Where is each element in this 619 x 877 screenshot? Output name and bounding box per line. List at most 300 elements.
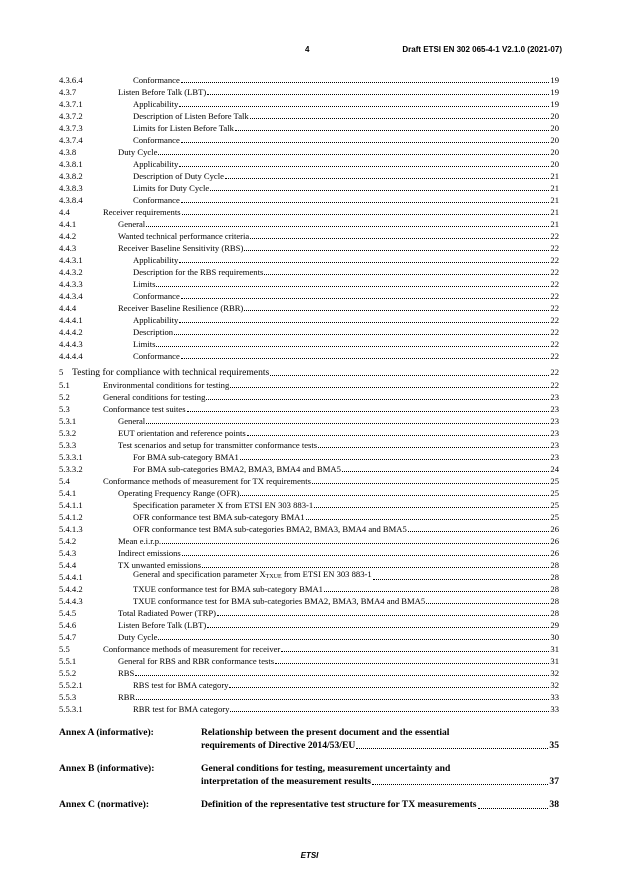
toc-entry-number: 5.4.4.3 (59, 596, 83, 606)
toc-entry-title (118, 655, 274, 667)
toc-entry-title (133, 595, 425, 607)
toc-entry[interactable] (59, 427, 559, 439)
toc-entry[interactable] (59, 338, 559, 350)
dot-leader (306, 519, 550, 520)
toc-entry[interactable] (59, 182, 559, 194)
toc-entry[interactable] (59, 571, 559, 583)
toc-entry[interactable] (59, 391, 559, 403)
toc-entry[interactable] (59, 242, 559, 254)
toc-entry-page: 19 (550, 75, 559, 85)
toc-entry[interactable] (59, 463, 559, 475)
annex-label: Annex A (informative): (59, 727, 154, 738)
toc-entry-title (118, 218, 145, 230)
toc-entry-title (133, 314, 178, 326)
toc-entry-title-text: Mean e.i.r.p. (118, 536, 162, 546)
dot-leader (318, 447, 549, 448)
dot-leader (240, 459, 550, 460)
toc-entry-title-text: Conformance (133, 135, 180, 145)
toc-entry-page: 23 (550, 428, 559, 438)
toc-entry-title (133, 451, 239, 463)
toc-entry-title-text: Limits (133, 279, 156, 289)
dot-leader (181, 82, 550, 83)
toc-entry[interactable] (59, 607, 559, 619)
toc-entry-number: 4.4.3.2 (59, 267, 83, 277)
toc-entry[interactable] (59, 206, 559, 218)
dot-leader (210, 190, 549, 191)
toc-entry-number: 5.4.1.2 (59, 512, 83, 522)
dot-leader (206, 399, 549, 400)
toc-entry-title-text: Conformance test suites (103, 404, 186, 414)
toc-entry[interactable] (59, 194, 559, 206)
toc-entry-number: 4.4.3.1 (59, 255, 83, 265)
toc-entry-page: 22 (550, 327, 559, 337)
toc-entry-page: 23 (550, 404, 559, 414)
dot-leader (162, 543, 549, 544)
toc-entry-number: 5.5.2 (59, 668, 77, 678)
toc-entry-page: 28 (550, 584, 559, 594)
toc-entry-title (118, 146, 157, 158)
dot-leader (174, 334, 549, 335)
toc-entry[interactable] (59, 314, 559, 326)
toc-entry[interactable] (59, 403, 559, 415)
toc-entry-title-text: RBS (118, 668, 135, 678)
dot-leader (342, 471, 549, 472)
toc-entry-title-text: Listen Before Talk (LBT) (118, 620, 207, 630)
toc-entry-title (72, 366, 269, 379)
toc-entry[interactable] (59, 254, 559, 266)
toc-entry-page: 20 (550, 147, 559, 157)
toc-entry-page: 22 (550, 291, 559, 301)
toc-entry[interactable] (59, 278, 559, 290)
toc-entry-page: 23 (550, 392, 559, 402)
toc-entry-title (118, 667, 134, 679)
toc-entry[interactable] (59, 679, 559, 691)
toc-entry[interactable] (59, 302, 559, 314)
toc-entry-title-text: For BMA sub-category BMA1 (133, 452, 239, 462)
toc-entry-title-text: Testing for compliance with technical requirements (72, 367, 270, 378)
toc-entry-page: 21 (550, 195, 559, 205)
toc-entry-title (133, 158, 178, 170)
toc-entry-title-text: Limits for Listen Before Talk (133, 123, 234, 133)
toc-entry-title-text: Conformance methods of measurement for receiver (103, 644, 281, 654)
toc-entry[interactable] (59, 655, 559, 667)
toc-entry-title (133, 98, 178, 110)
dot-leader (373, 579, 550, 580)
toc-entry-page: 32 (550, 668, 559, 678)
toc-entry-number: 5.5.3.1 (59, 704, 83, 714)
toc-entry-title-text: Applicability (133, 99, 179, 109)
toc-entry-number: 5.4.7 (59, 632, 77, 642)
toc-entry-page: 28 (550, 560, 559, 570)
toc-entry-page: 21 (550, 171, 559, 181)
toc-entry-number: 4.4.4.3 (59, 339, 83, 349)
dot-leader (187, 411, 550, 412)
toc-entry-title (133, 110, 249, 122)
toc-entry[interactable] (59, 290, 559, 302)
toc-entry-title-text: General conditions for testing (103, 392, 206, 402)
dot-leader (264, 274, 549, 275)
toc-entry-number: 5.4 (59, 476, 70, 486)
toc-entry-title-text: Listen Before Talk (LBT) (118, 87, 207, 97)
toc-entry-page: 21 (550, 219, 559, 229)
toc-entry-page: 19 (550, 99, 559, 109)
dot-leader (182, 555, 550, 556)
toc-entry[interactable] (59, 703, 559, 715)
toc-entry[interactable] (59, 218, 559, 230)
toc-entry-number: 5.3.2 (59, 428, 77, 438)
dot-leader (179, 262, 549, 263)
toc-entry-number: 5.4.5 (59, 608, 77, 618)
toc-entry-page: 22 (550, 267, 559, 277)
toc-entry-page: 22 (550, 279, 559, 289)
toc-entry-page: 30 (550, 632, 559, 642)
dot-leader (146, 423, 549, 424)
toc-entry-title-text: OFR conformance test BMA sub-categories BMA2, BMA3, BMA4 and BMA5 (133, 524, 407, 534)
annex-title-line (201, 799, 559, 812)
dot-leader (240, 495, 549, 496)
toc-entry[interactable] (59, 667, 559, 679)
toc-entry-page: 25 (550, 500, 559, 510)
toc-entry-subscript: TXUE (265, 574, 282, 580)
toc-entry-title-text: Duty Cycle (118, 147, 158, 157)
toc-entry-number: 5.5.2.1 (59, 680, 83, 690)
toc-entry-page: 23 (550, 452, 559, 462)
toc-entry-number: 5.4.4 (59, 560, 77, 570)
toc-entry-title (118, 242, 243, 254)
toc-entry-number: 5.3.1 (59, 416, 77, 426)
toc-entry-number: 4.3.8.4 (59, 195, 83, 205)
toc-entry[interactable] (59, 266, 559, 278)
document-title: Draft ETSI EN 302 065-4-1 V2.1.0 (2021-07) (402, 45, 562, 54)
toc-entry-title-text: OFR conformance test BMA sub-category BMA1 (133, 512, 305, 522)
toc-entry-title (133, 122, 234, 134)
toc-entry-page: 22 (550, 303, 559, 313)
toc-entry[interactable] (59, 583, 559, 595)
toc-entry-title-text: Receiver requirements (103, 207, 181, 217)
dot-leader (207, 94, 549, 95)
toc-entry-number: 5.3.3 (59, 440, 77, 450)
footer-etsi: ETSI (300, 851, 319, 860)
dot-leader (426, 603, 549, 604)
toc-entry[interactable] (59, 487, 559, 499)
toc-entry[interactable] (59, 643, 559, 655)
dot-leader (181, 142, 550, 143)
toc-entry-number: 4.3.6.4 (59, 75, 83, 85)
annex-entry[interactable] (59, 799, 559, 812)
toc-entry[interactable] (59, 439, 559, 451)
toc-entry[interactable] (59, 535, 559, 547)
dot-leader (156, 346, 549, 347)
toc-entry-title-text: TXUE conformance test for BMA sub-categories BMA2, BMA3, BMA4 and BMA5 (133, 596, 426, 606)
dot-leader (146, 226, 549, 227)
toc-entry-number: 4.3.8.2 (59, 171, 83, 181)
toc-entry-title-text: General for RBS and RBR conformance tests (118, 656, 275, 666)
toc-entry-title-text: Description of Duty Cycle (133, 171, 224, 181)
toc-entry-page: 26 (550, 524, 559, 534)
dot-leader (158, 154, 549, 155)
dot-leader (181, 298, 550, 299)
toc-entry[interactable] (59, 523, 559, 535)
toc-entry-number: 5.4.2 (59, 536, 77, 546)
toc-entry-title-text: Receiver Baseline Sensitivity (RBS) (118, 243, 244, 253)
toc-entry-page: 22 (550, 351, 559, 361)
annex-page: 38 (549, 799, 559, 810)
toc-entry[interactable] (59, 170, 559, 182)
toc-entry[interactable] (59, 134, 559, 146)
toc-entry-title (133, 463, 341, 475)
toc-entry-number: 4.3.7.1 (59, 99, 83, 109)
toc-entry-title (133, 568, 372, 583)
toc-entry-number: 5.5.3 (59, 692, 77, 702)
dot-leader (230, 711, 549, 712)
dot-leader (250, 238, 549, 239)
toc-entry-page: 25 (550, 476, 559, 486)
toc-entry-title-text: Applicability (133, 159, 179, 169)
toc-entry-title (118, 415, 145, 427)
dot-leader (275, 663, 549, 664)
annex-label: Annex C (normative): (59, 799, 150, 810)
dot-leader (179, 106, 549, 107)
dot-leader (244, 250, 549, 251)
toc-entry[interactable] (59, 619, 559, 631)
toc-entry-title (103, 206, 181, 218)
toc-entry[interactable] (59, 110, 559, 122)
annex-title-line (201, 740, 559, 753)
toc-entry-title-text: Applicability (133, 315, 179, 325)
dot-leader (244, 310, 549, 311)
toc-entry-title (133, 290, 180, 302)
dot-leader (181, 202, 550, 203)
toc-entry-title (133, 499, 313, 511)
toc-entry-number: 5.4.1.1 (59, 500, 83, 510)
toc-entry-title (118, 631, 157, 643)
toc-entry[interactable] (59, 595, 559, 607)
toc-entry-number: 4.3.8 (59, 147, 77, 157)
toc-entry-number: 4.3.7.4 (59, 135, 83, 145)
toc-entry-title (133, 350, 180, 362)
annex-title-text: Relationship between the present document and the essential (201, 727, 450, 738)
dot-leader (179, 166, 549, 167)
dot-leader (136, 699, 549, 700)
toc-entry-title-text: Test scenarios and setup for transmitter conformance tests (118, 440, 318, 450)
toc-entry-page: 33 (550, 692, 559, 702)
toc-entry-page: 22 (550, 380, 559, 390)
annex-entry[interactable] (59, 727, 559, 752)
dot-leader (135, 675, 549, 676)
toc-entry-title (118, 302, 243, 314)
toc-entry-title-text: Operating Frequency Range (OFR) (118, 488, 240, 498)
toc-entry-title (133, 74, 180, 86)
toc-entry-title (133, 523, 407, 535)
toc-entry-title (118, 547, 181, 559)
toc-entry-title (118, 86, 206, 98)
toc-entry-number: 5.3.3.1 (59, 452, 83, 462)
toc-entry-title (118, 230, 249, 242)
toc-entry-title (133, 326, 173, 338)
toc-entry-page: 22 (550, 231, 559, 241)
toc-entry[interactable] (59, 74, 559, 86)
toc-entry-number: 4.4.3.4 (59, 291, 83, 301)
table-of-contents (59, 74, 559, 715)
toc-entry-title (103, 643, 280, 655)
toc-entry-title-text: RBR test for BMA category (133, 704, 230, 714)
toc-entry[interactable] (59, 475, 559, 487)
toc-entry-title-text: For BMA sub-categories BMA2, BMA3, BMA4 and BMA5 (133, 464, 341, 474)
toc-entry-number: 5.2 (59, 392, 70, 402)
toc-entry[interactable] (59, 451, 559, 463)
toc-entry-title-text: TX unwanted emissions (118, 560, 202, 570)
dot-leader (181, 358, 550, 359)
dot-leader (207, 627, 549, 628)
toc-entry-title-text: Conformance (133, 195, 180, 205)
toc-entry-title-text: General (118, 416, 146, 426)
toc-entry[interactable] (59, 631, 559, 643)
toc-entry-number: 4.4.4.1 (59, 315, 83, 325)
toc-entry[interactable] (59, 146, 559, 158)
toc-entry-title-text: General (118, 219, 146, 229)
toc-entry[interactable] (59, 350, 559, 362)
toc-entry-title (103, 403, 186, 415)
toc-entry-page: 29 (550, 620, 559, 630)
toc-entry[interactable] (59, 691, 559, 703)
annex-label: Annex B (informative): (59, 763, 155, 774)
toc-entry-page: 31 (550, 656, 559, 666)
toc-entry-page: 20 (550, 111, 559, 121)
toc-entry-number: 4.4.2 (59, 231, 77, 241)
toc-entry[interactable] (59, 86, 559, 98)
toc-entry-title-text: Specification parameter X from ETSI EN 303 883-1 (133, 500, 314, 510)
toc-entry-title (133, 266, 263, 278)
toc-entry-page: 25 (550, 488, 559, 498)
toc-entry-page: 28 (550, 572, 559, 582)
dot-leader (408, 531, 550, 532)
annex-title-text: General conditions for testing, measurement uncertainty and (201, 763, 451, 774)
dot-leader (324, 591, 549, 592)
toc-entry-title (133, 511, 305, 523)
toc-entry-number: 4.4.4 (59, 303, 77, 313)
toc-entry-title-text: RBS test for BMA category (133, 680, 229, 690)
toc-entry-page: 20 (550, 135, 559, 145)
toc-entry-title (118, 439, 317, 451)
toc-entry-page: 24 (550, 464, 559, 474)
toc-entry-number: 4.3.7.2 (59, 111, 83, 121)
toc-entry[interactable] (59, 98, 559, 110)
toc-entry[interactable] (59, 158, 559, 170)
toc-entry-number: 4.4.4.4 (59, 351, 83, 361)
toc-entry-page: 22 (550, 339, 559, 349)
toc-entry[interactable] (59, 415, 559, 427)
toc-entry-page: 22 (550, 255, 559, 265)
toc-entry-number: 4.4.4.2 (59, 327, 83, 337)
toc-entry-title (118, 487, 239, 499)
toc-entry-number: 4.3.8.3 (59, 183, 83, 193)
toc-entry-title-text: EUT orientation and reference points (118, 428, 246, 438)
toc-entry[interactable] (59, 326, 559, 338)
dot-leader (230, 387, 549, 388)
toc-entry-number: 4.3.7 (59, 87, 77, 97)
toc-entry-title-text: Indirect emissions (118, 548, 181, 558)
annex-title-line (201, 727, 559, 740)
toc-entry-number: 5.1 (59, 380, 70, 390)
toc-entry-page: 26 (550, 548, 559, 558)
toc-entry-title-text: Receiver Baseline Resilience (RBR) (118, 303, 244, 313)
dot-leader (182, 214, 550, 215)
annex-title (201, 799, 559, 812)
toc-entry-title (133, 338, 155, 350)
toc-entry-number: 5.4.6 (59, 620, 77, 630)
toc-entry-number: 4.4.3 (59, 243, 77, 253)
toc-entry[interactable] (59, 122, 559, 134)
toc-entry-title-text: Environmental conditions for testing (103, 380, 230, 390)
dot-leader (281, 651, 549, 652)
dot-leader (217, 615, 549, 616)
annex-page: 37 (549, 775, 559, 787)
toc-entry-page: 20 (550, 159, 559, 169)
annex-title (201, 763, 559, 788)
toc-entry-number: 4.3.7.3 (59, 123, 83, 133)
annex-title-text: interpretation of the measurement results (201, 775, 371, 787)
toc-entry-title (133, 679, 228, 691)
annex-title-text: Definition of the representative test structure for TX measurements (201, 799, 477, 810)
toc-entry[interactable] (59, 499, 559, 511)
annex-page: 35 (549, 739, 559, 751)
toc-entry-title-text: Description of Listen Before Talk (133, 111, 249, 121)
dot-leader (158, 639, 549, 640)
dot-leader (247, 435, 550, 436)
toc-entry-page: 23 (550, 416, 559, 426)
dot-leader (372, 784, 548, 785)
toc-entry-number: 5.5.1 (59, 656, 77, 666)
toc-entry-page: 26 (550, 536, 559, 546)
toc-entry-title-suffix: from ETSI EN 303 883-1 (281, 569, 372, 579)
toc-entry-title-text: Description for the RBS requirements (133, 267, 264, 277)
annex-entry[interactable] (59, 763, 559, 788)
toc-entry-title (103, 379, 229, 391)
toc-entry-page: 25 (550, 512, 559, 522)
toc-entry-number: 5.3 (59, 404, 70, 414)
toc-entry-number: 5.4.3 (59, 548, 77, 558)
toc-entry[interactable] (59, 366, 559, 379)
toc-entry-title-text: Limits (133, 339, 156, 349)
dot-leader (270, 375, 549, 376)
toc-entry-page: 21 (550, 207, 559, 217)
toc-entry-title (133, 170, 224, 182)
toc-entry-number: 4.4 (59, 207, 70, 217)
toc-entry-page: 20 (550, 123, 559, 133)
toc-entry[interactable] (59, 511, 559, 523)
toc-entry-title (118, 535, 161, 547)
dot-leader (478, 808, 549, 809)
toc-entry-page: 33 (550, 704, 559, 714)
toc-entry-title-text: Total Radiated Power (TRP) (118, 608, 216, 618)
toc-entry-title (118, 691, 135, 703)
toc-entry-page: 28 (550, 596, 559, 606)
toc-entry-title (118, 607, 216, 619)
toc-entry-title (133, 703, 229, 715)
toc-entry-number: 5.5 (59, 644, 70, 654)
toc-entry-number: 5.4.4.1 (59, 572, 83, 582)
toc-entry-number: 4.3.8.1 (59, 159, 83, 169)
toc-entry-page: 22 (550, 243, 559, 253)
toc-entry-number: 5 (59, 367, 64, 377)
toc-entry-page: 22 (550, 367, 559, 377)
toc-entry-title (118, 427, 246, 439)
toc-entry[interactable] (59, 379, 559, 391)
toc-entry-title (133, 254, 178, 266)
toc-entry-title-text: General and specification parameter X (133, 569, 266, 579)
toc-entry[interactable] (59, 230, 559, 242)
toc-entry[interactable] (59, 547, 559, 559)
